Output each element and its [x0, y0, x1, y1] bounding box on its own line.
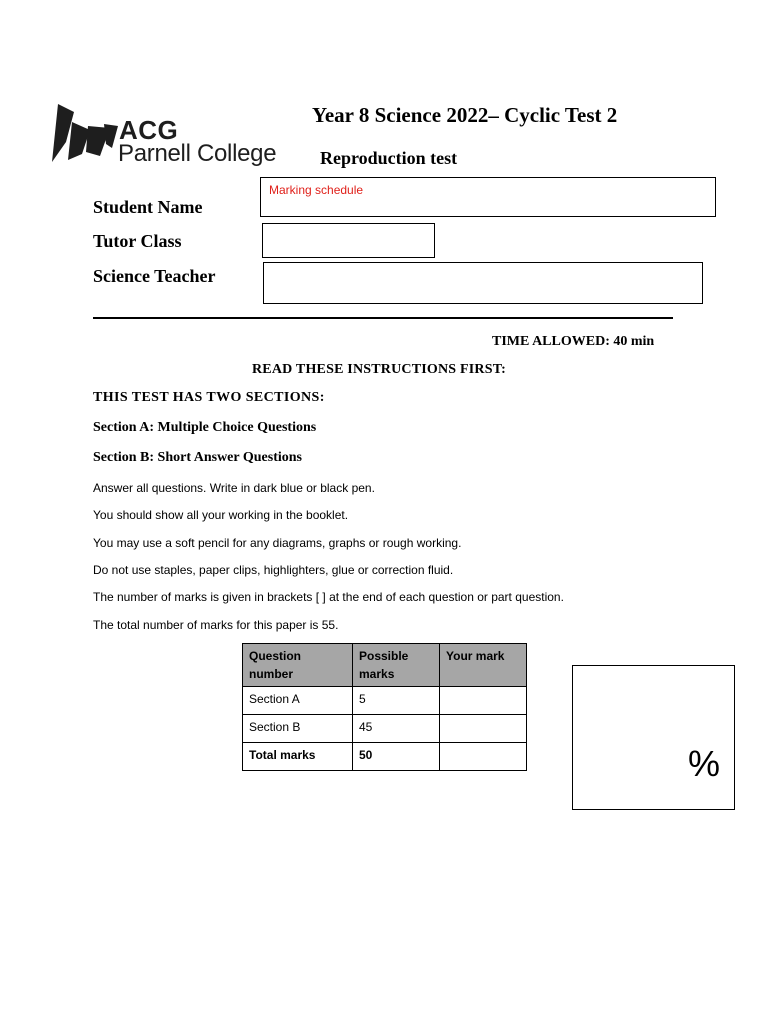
- page-subtitle: Reproduction test: [320, 148, 458, 168]
- marks-table: [242, 643, 527, 771]
- percentage-box[interactable]: [572, 665, 735, 810]
- header-possible-marks: Possible marks: [353, 644, 440, 687]
- table-row: [243, 715, 527, 743]
- cell-section-name: Section B: [243, 715, 353, 743]
- science-teacher-field[interactable]: [263, 262, 703, 304]
- logo-college-text: Parnell College: [118, 140, 277, 167]
- tutor-class-label: Tutor Class: [93, 231, 182, 251]
- cell-possible-marks: 50: [353, 743, 440, 771]
- cell-your-mark[interactable]: [440, 743, 527, 771]
- cell-possible-marks: 45: [353, 715, 440, 743]
- table-header-row: [243, 644, 527, 687]
- table-row: [243, 687, 527, 715]
- instruction-item: You may use a soft pencil for any diagrams, graphs or rough working.: [93, 536, 462, 550]
- logo-acg-text: ACG: [119, 115, 179, 145]
- header-question-number: Question number: [243, 644, 353, 687]
- page-title: Year 8 Science 2022– Cyclic Test 2: [312, 103, 618, 127]
- cell-section-name: Total marks: [243, 743, 353, 771]
- cell-your-mark[interactable]: [440, 715, 527, 743]
- time-allowed: TIME ALLOWED: 40 min: [492, 334, 655, 349]
- cell-section-name: Section A: [243, 687, 353, 715]
- cell-possible-marks: 5: [353, 687, 440, 715]
- table-row: [243, 743, 527, 771]
- percent-symbol: %: [687, 743, 720, 784]
- instruction-item: The number of marks is given in brackets [ ] at the end of each question or part question.: [93, 590, 564, 604]
- student-name-field[interactable]: [260, 177, 716, 217]
- acg-emblem-icon: [52, 104, 118, 166]
- marking-schedule-note: Marking schedule: [269, 183, 364, 197]
- instruction-item: You should show all your working in the booklet.: [93, 508, 349, 522]
- section-b-label: Section B: Short Answer Questions: [93, 450, 302, 465]
- sections-heading: THIS TEST HAS TWO SECTIONS:: [93, 390, 325, 405]
- instruction-item: Answer all questions. Write in dark blue or black pen.: [93, 481, 375, 495]
- header-your-mark: Your mark: [440, 644, 527, 687]
- tutor-class-field[interactable]: [262, 223, 435, 258]
- section-a-label: Section A: Multiple Choice Questions: [93, 420, 317, 435]
- cell-your-mark[interactable]: [440, 687, 527, 715]
- instructions-heading: READ THESE INSTRUCTIONS FIRST:: [252, 362, 507, 377]
- instruction-item: The total number of marks for this paper is 55.: [93, 618, 339, 632]
- instruction-item: Do not use staples, paper clips, highlighters, glue or correction fluid.: [93, 563, 454, 577]
- science-teacher-label: Science Teacher: [93, 266, 216, 286]
- student-name-label: Student Name: [93, 197, 203, 217]
- divider-rule: [93, 317, 673, 319]
